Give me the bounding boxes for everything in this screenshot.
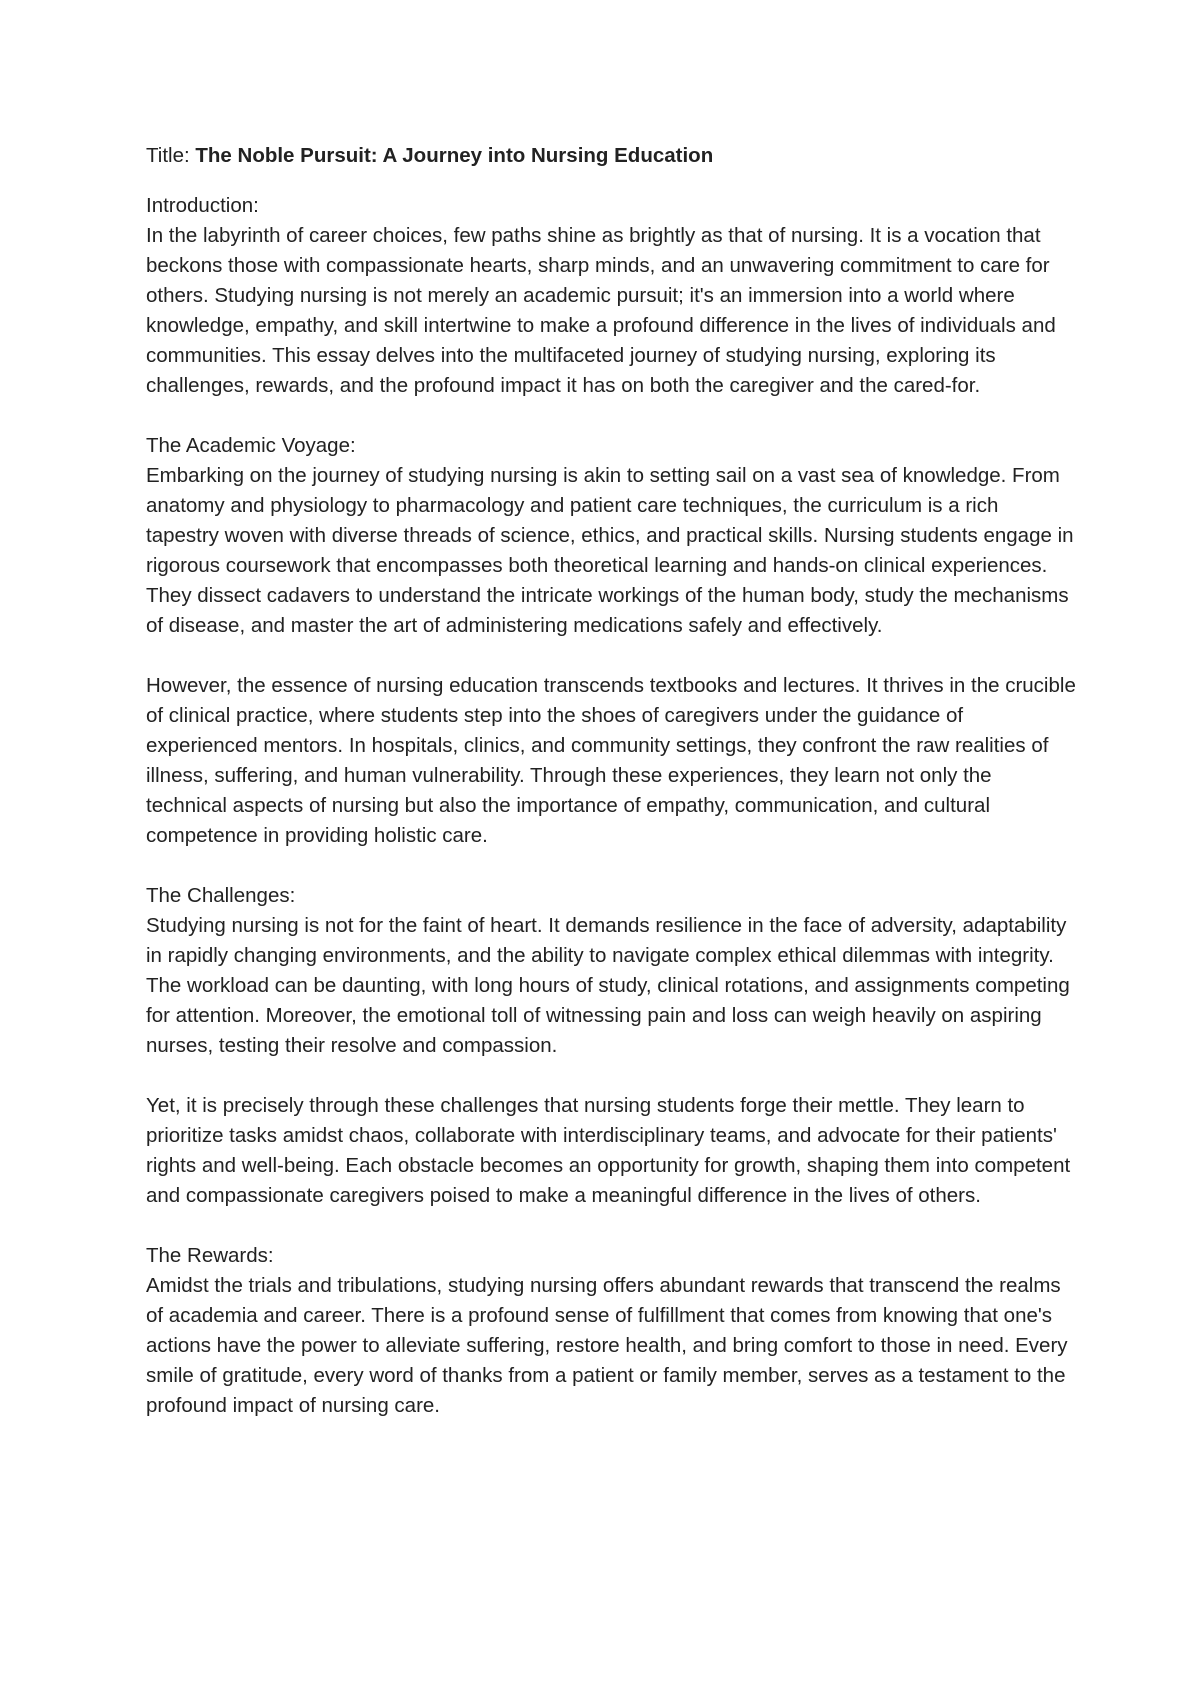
section-academic-voyage — [146, 431, 1076, 641]
section-paragraph: However, the essence of nursing education transcends textbooks and lectures. It thrives in the crucible of clinical practice, where students step into the shoes of caregivers under the guidance of experienced mentors. In hospitals, clinics, and community settings, they confront the raw realities of illness, suffering, and human vulnerability. Through these experiences, they learn not only the technical aspects of nursing but also the importance of empathy, communication, and cultural competence in providing holistic care. — [146, 674, 1076, 847]
section-heading: The Academic Voyage: — [146, 434, 356, 457]
section-paragraph: Yet, it is precisely through these challenges that nursing students forge their mettle. They learn to prioritize tasks amidst chaos, collaborate with interdisciplinary teams, and advocate for their patients' rights and well-being. Each obstacle becomes an opportunity for growth, shaping them into competent and compassionate caregivers poised to make a meaningful difference in the lives of others. — [146, 1094, 1071, 1207]
document-title: The Noble Pursuit: A Journey into Nursing Education — [195, 144, 714, 167]
section-academic-voyage-continued — [146, 671, 1076, 851]
section-challenges — [146, 881, 1076, 1061]
section-heading: The Rewards: — [146, 1244, 274, 1267]
title-line — [146, 141, 1076, 171]
section-rewards — [146, 1241, 1076, 1421]
section-paragraph: Studying nursing is not for the faint of heart. It demands resilience in the face of adversity, adaptability in rapidly changing environments, and the ability to navigate complex ethical dilemmas with integrity. The workload can be daunting, with long hours of study, clinical rotations, and assignments competing for attention. Moreover, the emotional toll of witnessing pain and loss can weigh heavily on aspiring nurses, testing their resolve and compassion. — [146, 914, 1070, 1057]
document-body — [146, 141, 1076, 1451]
section-paragraph: Embarking on the journey of studying nursing is akin to setting sail on a vast sea of knowledge. From anatomy and physiology to pharmacology and patient care techniques, the curriculum is a rich tapestry woven with diverse threads of science, ethics, and practical skills. Nursing students engage in rigorous coursework that encompasses both theoretical learning and hands-on clinical experiences. They dissect cadavers to understand the intricate workings of the human body, study the mechanisms of disease, and master the art of administering medications safely and effectively. — [146, 464, 1074, 637]
section-heading: Introduction: — [146, 194, 259, 217]
section-paragraph: In the labyrinth of career choices, few paths shine as brightly as that of nursing. It is a vocation that beckons those with compassionate hearts, sharp minds, and an unwavering commitment to care for others. Studying nursing is not merely an academic pursuit; it's an immersion into a world where knowledge, empathy, and skill intertwine to make a profound difference in the lives of individuals and communities. This essay delves into the multifaceted journey of studying nursing, exploring its challenges, rewards, and the profound impact it has on both the caregiver and the cared-for. — [146, 224, 1056, 397]
title-prefix: Title: — [146, 144, 190, 167]
section-introduction — [146, 191, 1076, 401]
section-paragraph: Amidst the trials and tribulations, studying nursing offers abundant rewards that transcend the realms of academia and career. There is a profound sense of fulfillment that comes from knowing that one's actions have the power to alleviate suffering, restore health, and bring comfort to those in need. Every smile of gratitude, every word of thanks from a patient or family member, serves as a testament to the profound impact of nursing care. — [146, 1274, 1068, 1417]
section-challenges-continued — [146, 1091, 1076, 1211]
section-heading: The Challenges: — [146, 884, 296, 907]
